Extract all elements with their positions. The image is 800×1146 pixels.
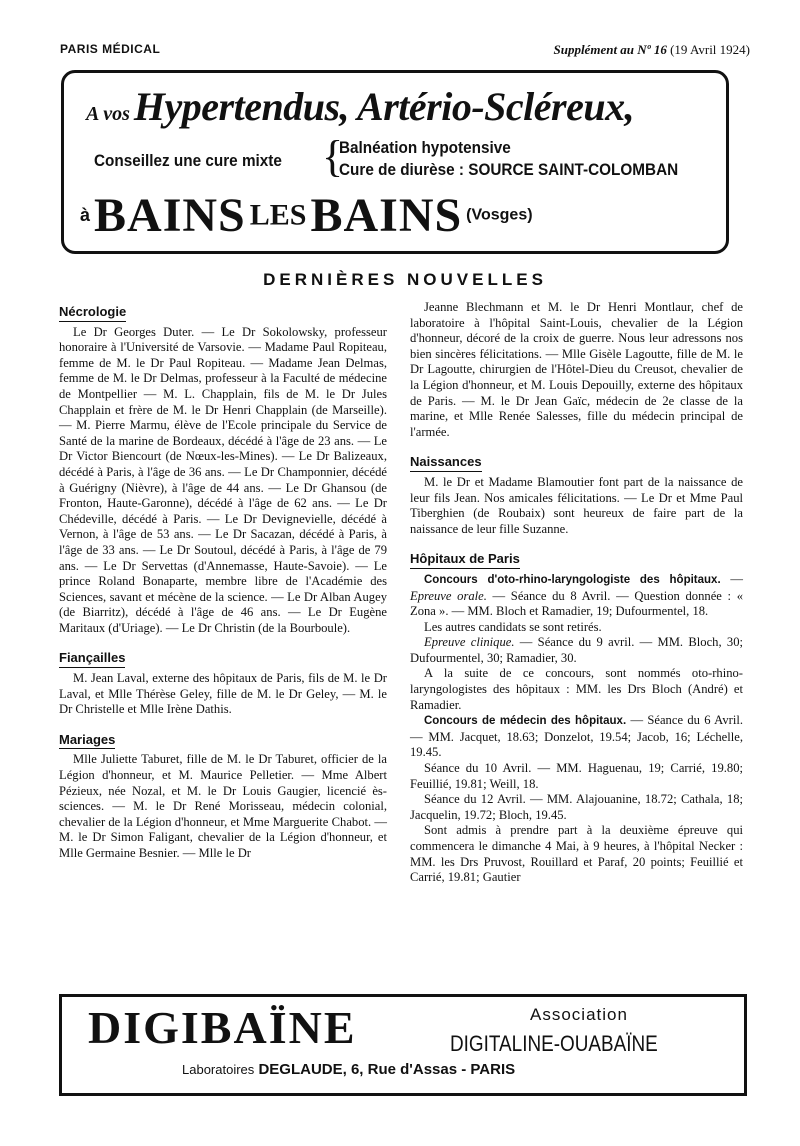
mariages-continued: Jeanne Blechmann et M. le Dr Henri Montlaur, chef de laboratoire à l'hôpital Saint-Louis, chevalier de la Légion d'honneur, décoré de la croix de guerre. Nous leur adressons nos bien sincères félicitations. — Mlle Gisèle Lagoutte, fille de M. le Dr Lagoutte, chirurgien de l'Hôtel-Dieu du Creusot, chevalier de la Légion d'honneur, et M. Louis Depouilly, externe des hôpitaux de Paris. — M. le Dr Jean Gaïc, médecin de 2e classe de la marine, et Mlle Renée Salesses, fille du médecin principal de l'armée. <box>410 300 743 439</box>
concours-orl-orale-text: — Séance du 8 Avril. — Question donnée : « Zona ». — MM. Bloch et Ramadier, 19; Dufourmentel, 18. <box>410 588 743 619</box>
concours-orl-p2: Les autres candidats se sont retirés. <box>424 619 602 634</box>
laboratoires-address: DEGLAUDE, 6, Rue d'Assas - PARIS <box>258 1061 516 1078</box>
laboratoires-line <box>182 1061 515 1078</box>
a-vos-text: A vos <box>86 103 130 125</box>
naissances-heading: Naissances <box>410 454 482 472</box>
supplement-info <box>553 42 750 58</box>
concours-medecin-p1 <box>410 713 743 761</box>
concours-orl-p3 <box>410 635 743 666</box>
concours-medecin-p4: Sont admis à prendre part à la deuxième épreuve qui commencera le dimanche 4 Mai, à 9 heures, à l'hôpital Necker : MM. les Drs Pruvost, Rouillard et Paraf, 20 points; Feuillié et Carrié, 19.81; Gautier <box>410 823 743 885</box>
epreuve-clinique-label: Epreuve clinique. <box>424 635 515 650</box>
association-text: Association <box>530 1005 628 1024</box>
fiancailles-heading: Fiançailles <box>59 650 125 668</box>
diurese-line: Cure de diurèse : SOURCE SAINT-COLOMBAN <box>339 160 679 179</box>
mariages-heading: Mariages <box>59 732 115 750</box>
right-column <box>410 300 743 886</box>
left-column <box>59 300 387 862</box>
bains-word-2: BAINS <box>310 189 463 242</box>
concours-medecin-p3: Séance du 12 Avril. — MM. Alajouanine, 18.72; Cathala, 18; Jacquelin, 19.72; Bloch, 19.45. <box>410 792 743 822</box>
digitaline-text: DIGITALINE-OUABAÏNE <box>450 1031 658 1056</box>
balneation-line: Balnéation hypotensive <box>339 138 511 157</box>
concours-orl-p1: Concours d'oto-rhino-laryngologiste des hôpitaux. — Epreuve orale. — Séance du 8 Avril. — Question donnée : « Zona ». — MM. Bloch et Ramadier, 19; Dufourmentel, 18. <box>410 571 743 619</box>
bains-word-1: BAINS <box>94 189 246 242</box>
advert-bains-les-bains <box>61 70 729 254</box>
hopitaux-heading: Hôpitaux de Paris <box>410 551 520 569</box>
epreuve-orale-label: Epreuve orale. <box>410 588 487 603</box>
concours-orl-p4: A la suite de ce concours, sont nommés oto-rhino-laryngologistes des hôpitaux : MM. les Drs Bloch (André) et Ramadier. <box>410 666 743 712</box>
les-word: LES <box>249 198 307 232</box>
fiancailles-text: M. Jean Laval, externe des hôpitaux de Paris, fils de M. le Dr Laval, et Mlle Thérèse Geley, fille de M. le Dr Geley, — M. le Dr Christelle et Mlle Irène Dathis. <box>59 671 387 717</box>
vosges-text: (Vosges) <box>466 206 533 224</box>
brace-glyph: { <box>322 132 344 181</box>
conseillez-text: Conseillez une cure mixte <box>94 151 282 170</box>
digibaine-wordmark: DIGIBAÏNE <box>88 1002 357 1053</box>
necrologie-text: Le Dr Georges Duter. — Le Dr Sokolowsky, professeur honoraire à l'Université de Varsovie. — Madame Paul Ropiteau, femme de M. le Dr Paul Ropiteau. — Madame Jean Delmas, femme de M. le Dr Delmas, professeur à la Faculté de médecine de Montpellier — M. L. Chapplain, fils de M. le Dr Jules Chapplain et frère de M. le Dr Henri Chapplain (de Marseille). — M. Pierre Marmu, élève de l'Ecole principale du Service de Santé de la marine de Bordeaux, décédé à l'âge de 23 ans. — Le Dr Victor Biencourt (de Nœux-les-Mines). — Le Dr Balizeaux, décédé à Paris, à l'âge de 36 ans. — Le Dr Champonnier, décédé à Guérigny (Nièvre), à l'âge de 44 ans. — Le Dr Ghansou (de Fronton, Haute-Garonne), décédé à l'âge de 62 ans. — Le Dr Chédeville, décédé à Paris. — Le Dr Devignevielle, décédé à Vernon, à l'âge de 53 ans. — Le Dr Sacazan, décédé à Paris, à l'âge de 33 ans. — Le Dr Soutoul, décédé à Paris, à l'âge de 79 ans. — Le Dr Servettas (d'Annemasse, Haute-Savoie). — Le prince Roland Bonaparte, membre libre de l'Académie des Sciences, savant et mécène de la science. — Le Dr Alban Augey (de Biarritz), décédé à l'âge de 46 ans. — Le Dr Eugène Maritaux (d'Uriage). — Le Dr Christin (de la Bourboule). <box>59 324 387 635</box>
advert-headline <box>86 83 634 130</box>
bains-les-bains-wordmark <box>80 188 533 243</box>
concours-medecin-title: Concours de médecin des hôpitaux. <box>424 715 627 728</box>
mariages-text: Mlle Juliette Taburet, fille de M. le Dr Taburet, officier de la Légion d'honneur, et M. Maurice Pelletier. — Mme Albert Pézieux, née Nozal, et M. le Dr Louis Gaugier, licencié ès-sciences. — M. le Dr René Morisseau, médecin colonial, chevalier de la Légion d'honneur, et Mme Marguerite Chabot. — M. le Dr Simon Faligant, chevalier de la Légion d'honneur, et Mlle Germaine Besnier. — Mlle le Dr <box>59 752 387 860</box>
naissances-text: M. le Dr et Madame Blamoutier font part de la naissance de leur fils Jean. Nos amicales félicitations. — Le Dr et Mme Paul Tiberghien (de Roubaix) sont heureux de faire part de la naissance de leur fille Suzanne. <box>410 474 743 536</box>
cure-lines <box>339 137 678 181</box>
concours-orl-clinique-text: — Séance du 9 avril. — MM. Bloch, 30; Dufourmentel, 30; Ramadier, 30. <box>410 635 743 665</box>
concours-medecin-p2: Séance du 10 Avril. — MM. Haguenau, 19; Carrié, 19.80; Feuillié, 19.81; Weill, 18. <box>410 761 743 791</box>
laboratoires-prefix: Laboratoires <box>182 1062 255 1077</box>
advert-digibaine <box>59 994 747 1096</box>
a-text: à <box>80 205 91 225</box>
section-title: DERNIÈRES NOUVELLES <box>263 270 547 289</box>
journal-name: PARIS MÉDICAL <box>60 42 161 56</box>
hypertendus-text: Hypertendus, Artério-Scléreux, <box>133 84 635 129</box>
necrologie-heading: Nécrologie <box>59 304 126 322</box>
page-header <box>60 42 750 60</box>
concours-orl-title: Concours d'oto-rhino-laryngologiste des hôpitaux. <box>424 573 721 586</box>
issue-date: (19 Avril 1924) <box>670 42 750 57</box>
concours-medecin-text-1: — Séance du 6 Avril. — MM. Jacquet, 18.63; Donzelot, 19.54; Jacob, 16; Léchelle, 19.45. <box>410 713 743 760</box>
supplement-number: Supplément au Nº 16 <box>553 42 667 57</box>
